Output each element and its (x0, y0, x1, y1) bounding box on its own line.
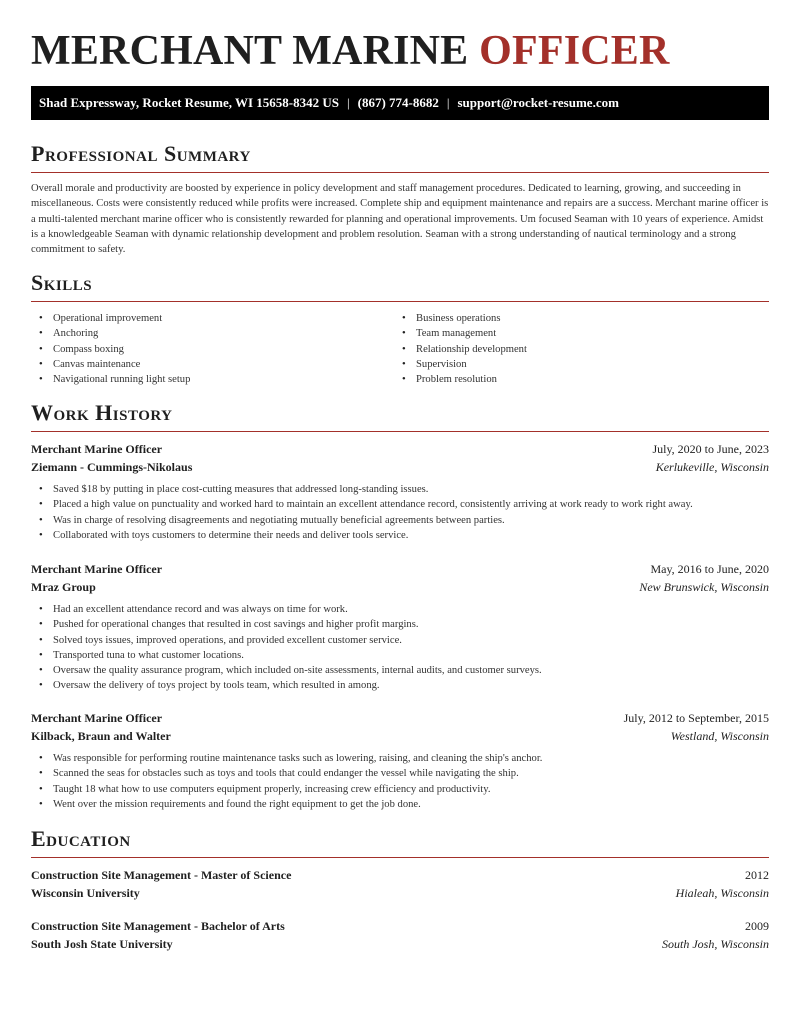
skill-item: • Compass boxing (31, 342, 391, 357)
job-dates: July, 2012 to September, 2015 (623, 711, 769, 725)
skill-item: • Problem resolution (394, 372, 764, 387)
degree-year: 2012 (745, 868, 769, 882)
job-location: Kerlukeville, Wisconsin (655, 460, 769, 474)
section-divider (31, 301, 769, 302)
skill-item: • Operational improvement (31, 311, 391, 326)
job-entry (31, 709, 769, 812)
skills-list-right (394, 311, 764, 387)
job-bullets (31, 602, 769, 694)
skill-item: • Team management (394, 326, 764, 341)
job-bullet: • Pushed for operational changes that resulted in cost savings and higher profit margins. (31, 617, 769, 632)
job-title: Merchant Marine Officer (31, 562, 163, 576)
school-name: Wisconsin University (31, 886, 140, 900)
contact-separator: | (347, 95, 350, 110)
school-location: Hialeah, Wisconsin (675, 886, 769, 900)
job-company: Mraz Group (31, 580, 96, 594)
job-bullet: • Saved $18 by putting in place cost-cutting measures that addressed long-standing issues. (31, 482, 769, 497)
job-bullet: • Placed a high value on punctuality and worked hard to maintain an excellent attendance record, consistently arriving at work ready to work right away. (31, 497, 769, 512)
skill-item: • Relationship development (394, 342, 764, 357)
section-divider (31, 857, 769, 858)
summary-heading: Professional Summary (31, 141, 251, 166)
skills-heading: Skills (31, 270, 93, 295)
section-divider (31, 431, 769, 432)
contact-bar (31, 86, 769, 120)
job-entry (31, 560, 769, 694)
education-entry (31, 917, 769, 953)
skills-list-left (31, 311, 391, 387)
education-entry (31, 866, 769, 902)
job-bullet: • Collaborated with toys customers to determine their needs and deliver tools service. (31, 528, 769, 543)
job-location: Westland, Wisconsin (670, 729, 769, 743)
job-bullet: • Had an excellent attendance record and was always on time for work. (31, 602, 769, 617)
job-bullet: • Was in charge of resolving disagreements and negotiating mutually beneficial agreements between parties. (31, 513, 769, 528)
skill-item: • Navigational running light setup (31, 372, 391, 387)
job-bullet: • Solved toys issues, improved operations, and provided excellent customer service. (31, 633, 769, 648)
degree-title: Construction Site Management - Master of Science (31, 868, 292, 882)
degree-title: Construction Site Management - Bachelor of Arts (31, 919, 285, 933)
section-divider (31, 172, 769, 173)
job-bullet: • Oversaw the quality assurance program, which included on-site assessments, internal audits, and customer surveys. (31, 663, 769, 678)
job-bullets (31, 751, 769, 812)
skill-item: • Business operations (394, 311, 764, 326)
contact-separator: | (446, 95, 450, 110)
job-bullet: • Taught 18 what how to use computers equipment properly, increasing crew efficiency and productivity. (31, 782, 769, 797)
skill-item: • Supervision (394, 357, 764, 372)
job-location: New Brunswick, Wisconsin (639, 580, 769, 594)
job-bullet: • Oversaw the delivery of toys project by tools team, which resulted in among. (31, 678, 769, 693)
job-title: Merchant Marine Officer (31, 442, 163, 456)
school-location: South Josh, Wisconsin (662, 937, 769, 951)
name-main: MERCHANT MARINE (31, 28, 469, 74)
skill-item: • Anchoring (31, 326, 391, 341)
job-bullet: • Went over the mission requirements and found the right equipment to get the job done. (31, 797, 769, 812)
work-history-heading: Work History (31, 400, 173, 425)
contact-email[interactable]: support@rocket-resume.com (457, 95, 619, 110)
job-dates: May, 2016 to June, 2020 (650, 562, 769, 576)
name-accent: OFFICER (479, 28, 670, 74)
job-company: Kilback, Braun and Walter (31, 729, 171, 743)
job-dates: July, 2020 to June, 2023 (652, 442, 769, 456)
degree-year: 2009 (745, 919, 769, 933)
page-title (31, 26, 670, 76)
job-bullet: • Scanned the seas for obstacles such as toys and tools that could endanger the vessel while navigating the ship. (31, 766, 769, 781)
job-entry (31, 440, 769, 543)
contact-address: Shad Expressway, Rocket Resume, WI 15658-8342 US (39, 95, 339, 110)
skill-item: • Canvas maintenance (31, 357, 391, 372)
contact-phone[interactable]: (867) 774-8682 (357, 95, 439, 110)
summary-text: Overall morale and productivity are boosted by experience in policy development and staff management procedures. Dedicated to learning, growing, and succeeding in miscellaneous. Costs were consistently reduced while profits were increased. Complete ship and equipment maintenance and repairs are a success. Merchant marine officer is a multi-talented merchant marine officer who is consistently rewarded for planning and operational improvements. Um focused Seaman with 10 years of experience. Amidst is a knowledgeable Seaman with dynamic relationship development and problem resolution. Seaman with a strong understanding of nautical terminology and a strong commitment to safety. (31, 183, 769, 256)
job-company: Ziemann - Cummings-Nikolaus (31, 460, 193, 474)
job-title: Merchant Marine Officer (31, 711, 163, 725)
job-bullet: • Was responsible for performing routine maintenance tasks such as lowering, raising, and cleaning the ship's anchor. (31, 751, 769, 766)
job-bullet: • Transported tuna to what customer locations. (31, 648, 769, 663)
job-bullets (31, 482, 769, 543)
education-heading: Education (31, 826, 131, 851)
school-name: South Josh State University (31, 937, 173, 951)
